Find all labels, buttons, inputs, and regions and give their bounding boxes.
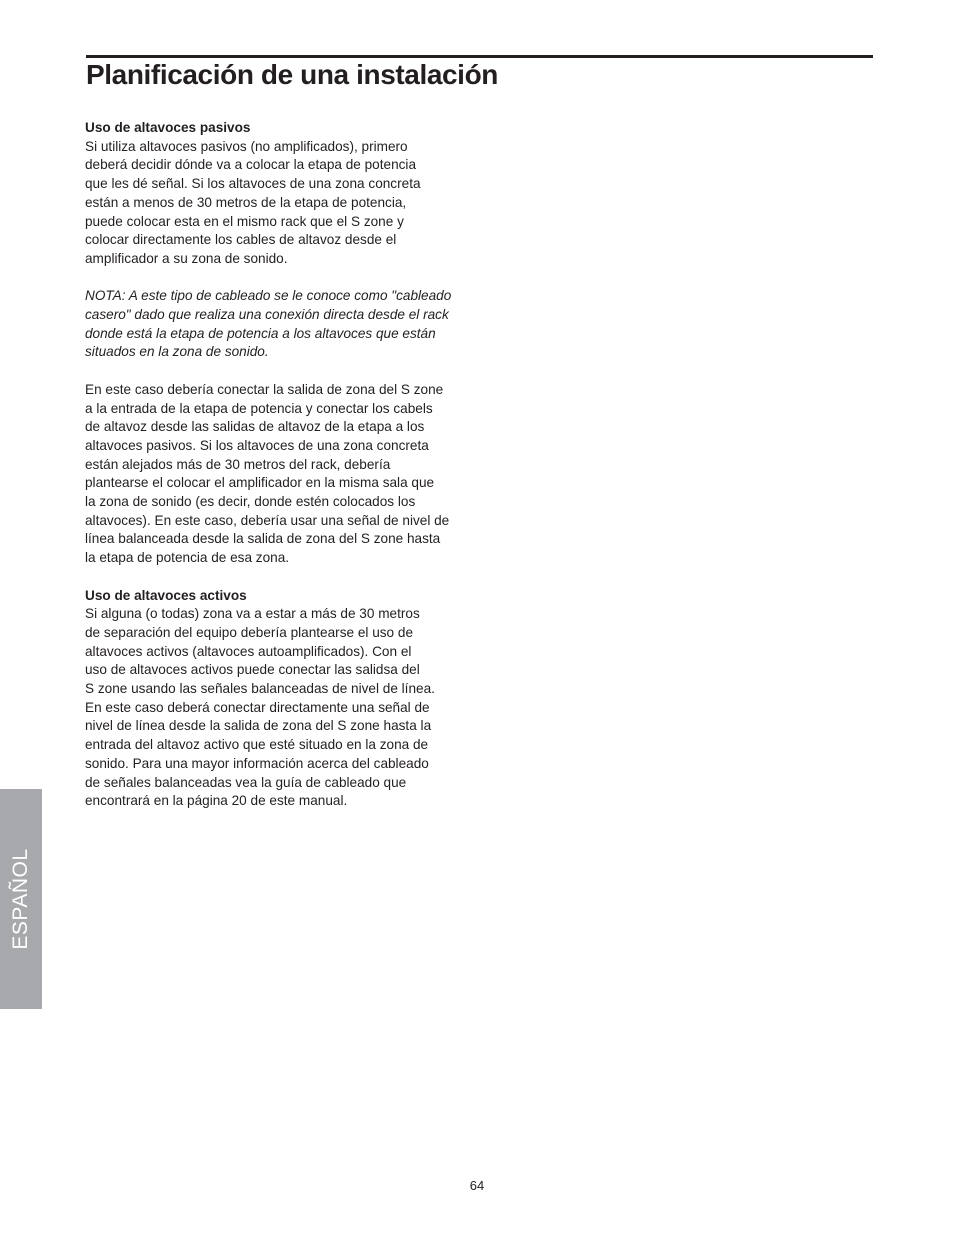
active-speakers-paragraph: Si alguna (o todas) zona va a estar a más de 30 metros de separación del equipo debería plantearse el uso de altavoces activos (altavoces autoamplificados). Con el uso de altavoces activos puede conectar las salidsa del S zone usando las señales balanceadas de nivel de línea. En este caso deberá conectar directamente una señal de nivel de línea desde la salida de zona del S zone hasta la entrada del altavoz activo que esté situado en la zona de sonido. Para una mayor información acerca del cableado de señales balanceadas vea la guía de cableado que encontrará en la página 20 de este manual.	[85, 606, 435, 809]
spacer	[85, 568, 470, 587]
spacer	[85, 269, 470, 288]
passive-speakers-paragraph-2: En este caso debería conectar la salida de zona del S zone a la entrada de la etapa de potencia y conectar los cabels de altavoz desde las salidas de altavoz de la etapa a los altavoces pasivos. Si los altavoces de una zona concreta están alejados más de 30 metros del rack, debería plantearse el colocar el amplificador en la misma sala que la zona de sonido (es decir, donde estén colocados los altavoces). En este caso, debería usar una señal de nivel de línea balanceada desde la salida de zona del S zone hasta la etapa de potencia de esa zona.	[85, 381, 450, 566]
language-side-tab	[0, 789, 42, 1009]
passive-speakers-note: NOTA: A este tipo de cableado se le conoce como "cableado casero" dado que realiza una conexión directa desde el rack donde está la etapa de potencia a los altavoces que están situados en la zona de sonido.	[85, 288, 452, 360]
main-content	[85, 119, 470, 811]
spacer	[85, 362, 470, 381]
passive-speakers-heading: Uso de altavoces pasivos	[85, 120, 251, 135]
page-title: Planificación de una instalación	[86, 59, 498, 90]
passive-speakers-paragraph: Si utiliza altavoces pasivos (no amplificados), primero deberá decidir dónde va a colocar la etapa de potencia que les dé señal. Si los altavoces de una zona concreta están a menos de 30 metros de la etapa de potencia, puede colocar esta en el mismo rack que el S zone y colocar directamente los cables de altavoz desde el amplificador a su zona de sonido.	[85, 138, 421, 266]
language-side-tab-label: ESPAÑOL	[9, 848, 32, 950]
active-speakers-heading: Uso de altavoces activos	[85, 587, 247, 603]
page-number: 64	[469, 1178, 485, 1193]
